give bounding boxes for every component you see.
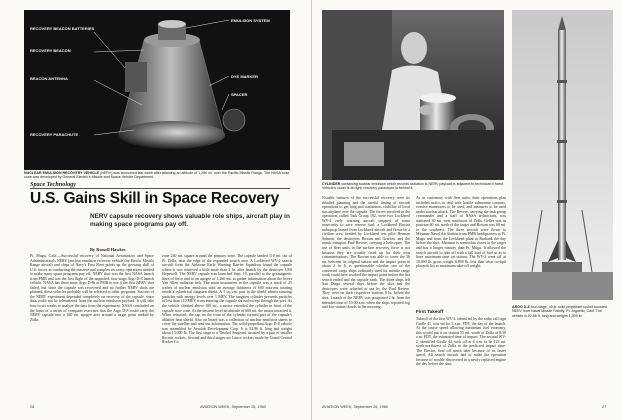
label-spacer: SPACER bbox=[231, 92, 248, 97]
article-headline: U.S. Gains Skill in Space Recovery bbox=[30, 190, 280, 207]
right-column-1: Notable features of the successful recovery were its detailed planning and the careful timing of aircraft operations to get long and continuous visibility of local sun airplane over the capsule. The forces involved in the operation, called Task Group 192, were two Lockheed WV-2 early warning aircraft stripped of some nosecurity to save reserve fuel, a Lockheed Electra turboprop leased from Lockheed aircraft and flown by a civilian crew headed by Lockheed test pilot Herman Salmon, the destroyers Rowan and Grafton, and the attack transport Paul Revere, carrying a helicopter. The use of fleet units in the surface recovery force is not because they are usually fixed up for their own communications. The Rowan was able to cover the 56 mi. between its original station and the impact point in about 2 hr. It is questionable whether one of the converted cargo ships ordinarily used for missile range work could have reached the impact point before the hot search ended and the capsule sank. The three ships left San Diego several days before the shot and the destroyers were refueled at sea by the Paul Revere. They were on their respective stations 6 hr. before the shot. Launch of the NERV was postponed 2 hr. from the intended time of 10:00 a.m. when the ships reported fog and low stratus clouds in the morning. bbox=[322, 196, 410, 310]
caption-text: (NERV) was recovered last week after attaining an altitude of 1,260 mi. over the Pacific Missile Range. The NASA nose cone was developed by General Electric's Missile and Space Vehicle Department. bbox=[24, 171, 290, 180]
nerv-vehicle-illustration bbox=[24, 10, 290, 170]
nerv-vehicle-photo bbox=[24, 10, 290, 170]
technician-cylinder-photo bbox=[322, 10, 504, 180]
right-page bbox=[311, 0, 622, 420]
rocket-caption-lead: ARGO D-8 bbox=[512, 305, 530, 309]
left-page-number: 26 bbox=[30, 405, 35, 409]
nerv-photo-caption bbox=[24, 171, 290, 180]
label-recovery-beacon: RECOVERY BEACON bbox=[30, 48, 71, 53]
argo-rocket-photo bbox=[512, 10, 613, 300]
rocket-caption-text: four-stage, 45-ft. solid propellant rocket boosted NERV from Naval Missile Facility, Pt. Arguello, Calif. The vehicle is 52.86 ft. long and weighs 1,300 lb. bbox=[512, 305, 607, 318]
left-issue-line: AVIATION WEEK, September 26, 1960 bbox=[200, 405, 266, 409]
left-column-1: Pt. Mugu, Calif.—Successful recovery of National Aeronautics and Space Administration's NERV (nuclear emulsion recovery vehicle) by Pacific Missile Range aircraft and ships of Navy's First Fleet points up the growing skill of U.S. forces in conducting the massive and complex recovery operations needed to make many space programs pay off. NERV shot was the first NASA launch from PMR and was the first flight of the unguided, four-stage Argo D-8 launch vehicle. NASA has three more Argo D-8s at PMR to use if the first NERV shot failed, but since the capsule was recovered and no further NERV shots are planned, these vehicles probably will be released to other programs. Success of the NERV experiment depended completely on recovery of the capsule, since data could not be telemetered from the nuclear emulsion payload. It will take four to six weeks to analyze the data from the experiment. NASA concluded on the basis of a series of computer exercises that the Argo D-8 could carry the NERV capsule into a 160 mi. apogee area around a target point ranked by Zidla. bbox=[30, 254, 154, 322]
right-column-2: As in customary with fleet units, their operations plan included tactics to deal with hostile submarine contacts, evasive maneuvers to be used, and measures to be used under nuclear attack. The Revere, carrying the task group commander and a staff of NASA technicians, was stationed 30 mi. west southwest of Zidla. Geller was in position 60 mi. north of the target and Rowan was 60 mi. to the southeast. The three aircraft were flown to Miramar Naval Air Station from PMR headquarters at Pt. Mugu and from the Lockheed plant at Burbank the day before the shot. Miramar is somewhat closer to the target and has a longer runway than Pt. Mugu. It allowed the search aircraft to take off with a full load of fuel so as to have maximum time on station. The WV-2 went off at 10,000 lb. gross weight 6,000 lb. less than what cockpit placards list as maximum take-off weight. bbox=[416, 196, 506, 269]
label-emulsion-system: EMULSION SYSTEM bbox=[231, 18, 270, 23]
label-recovery-beacon-batteries: RECOVERY BEACON BATTERIES bbox=[30, 26, 95, 31]
label-dye-marker: DYE MARKER bbox=[231, 74, 258, 79]
rocket-photo-caption bbox=[512, 305, 613, 318]
section-kicker: Space Technology bbox=[30, 181, 77, 188]
first-takeoff-subhead: First Takeoff bbox=[416, 309, 444, 314]
technician-illustration bbox=[322, 10, 504, 180]
right-column-2b: Takeoff of the first WV-2, identified by the radio call sign Girdle 41, was set for 5 a.m. PDT, the day of the launch. At the cruise speed allowing maximum fuel economy, this would put it on station 55 mi. south of Zidla at 8:30 a.m. PDT, the estimated time of impact. The second WV-2, identified Girdle 42, took off at 6 a.m. to be 123 mi. north-northwest of Zidla at the predicted impact time. The Electra, Seal off much later because of its faster speed. All search aircraft had to make the operation because of trouble discovered in a newly replaced engine the day before the shot. bbox=[416, 317, 506, 367]
cylinder-photo-caption bbox=[322, 182, 504, 191]
caption-text-right: containing nuclear emulsion which records radiation is NERV payload is adjacent to technician's hand. Vehicle's cover is at right; recovery parachute is behind it. bbox=[322, 182, 504, 191]
kicker-rule bbox=[30, 188, 290, 189]
right-issue-line: AVIATION WEEK, September 26, 1960 bbox=[322, 405, 388, 409]
label-beacon-antenna: BEACON ANTENNA bbox=[30, 76, 68, 81]
right-page-number: 27 bbox=[602, 405, 607, 409]
article-byline: By Russell Hawkes bbox=[90, 247, 126, 252]
caption-lead: NUCLEAR EMULSION RECOVERY VEHICLE bbox=[24, 171, 100, 175]
label-recovery-parachute: RECOVERY PARACHUTE bbox=[30, 132, 79, 137]
caption-lead-right: CYLINDER bbox=[322, 182, 341, 186]
left-column-2: zone 240 mi. square around the primary zone. The capsule landed 110 mi. out of Pt. Zidla, near the edge of the expanded search area. A Lockheed WV-2 search aircraft from the Airborne Early Warning Barrier Squadron found the capsule where it was retrieved a little more than 2 hr. after launch by the destroyer USS Hopewell. The NERV capsule was launched Sept. 10, parallel to the geomagnetic lines of force and to an apogee of 1,260 mi. to gather information about the lower Van Allen radiation belt. The main instrument in the capsule was a stack of 25 wafers of nuclear emulsion with an average thickness of 600 microns rotating inside a cylindrical tungsten shield. A 1 sq. cm. port in the shield admits ionizing particles with energy levels over 1 MEV. The tungsten cylinder prevents particles of less than 110 MEV from entering the capsule shroud except through the port. As the vehicle climbed above 100 mi., a motor extended the cylinder in front of the capsule nose cone. At the descent level an altitude of 600 mi. the motor retracted it. When retracted, the cap on the front of the cylinder formed part of the capsule's ablative heat shield. Also on board was a collection of nuclear emulsion sheets to cover the satellite and read out information. The solid-propellant Argo D-8 vehicle was assembled by Aerolab Development Corp. It is 52.86 ft. long and weighs about 13,000 lb. The first stage is a Thiokol Sergeant, assisted by a pair of smaller Recruit rockets. Second and third stages are Lance rockets made by Grand Central Rocket Co. bbox=[162, 254, 292, 345]
rocket-illustration bbox=[512, 10, 613, 300]
article-deck: NERV capsule recovery shows valuable role ships, aircraft play in making space programs pay off. bbox=[90, 213, 290, 229]
